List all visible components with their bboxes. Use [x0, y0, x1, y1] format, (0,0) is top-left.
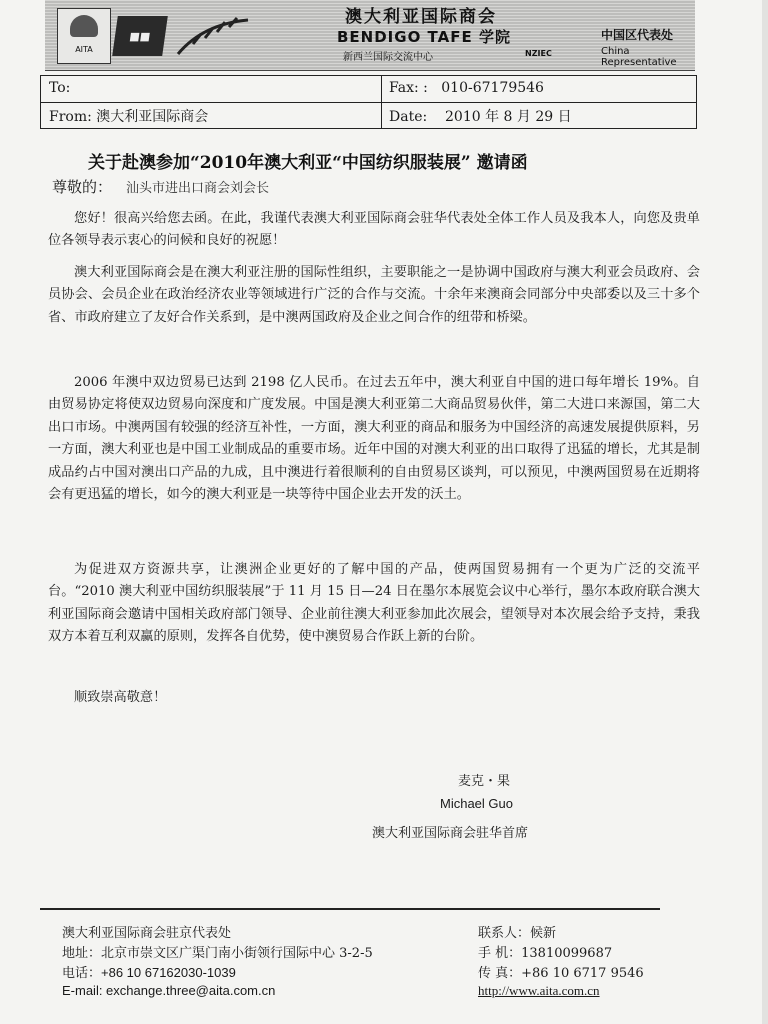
header-row-to	[41, 76, 696, 103]
header-row-from	[41, 102, 696, 128]
fax-value: 010-67179546	[441, 80, 544, 96]
china-rep-en: China Representative	[601, 46, 677, 68]
paragraph-trade: 2006 年澳中双边贸易已达到 2198 亿人民币。在过去五年中，澳大利亚自中国的进口每年增长 19%。自由贸易协定将使双边贸易向深度和广度发展。中国是澳大利亚第二大商品贸易伙伴，第二大进口来源国，第二大出口市场。中澳两国有较强的经济互补性，一方面，澳大利亚的商品和服务为中国经济的高速发展提供原料，另一方面，澳大利亚也是中国工业制成品的重要市场。近年中国的对澳大利亚的出口取得了迅猛的增长，尤其是制成品约占中国对澳出口产品的九成，且中澳进行着很顺利的自由贸易区谈判，可以预见，中澳两国贸易在近期将会有更迅猛的增长，如今的澳大利亚是一块等待中国企业去开发的沃土。	[48, 375, 700, 503]
letterhead-title: 澳大利亚国际商会	[345, 7, 497, 27]
scan-edge	[762, 0, 768, 1024]
letter-title: 关于赴澳参加“2010年澳大利亚“中国纺织服装展” 邀请函	[88, 153, 528, 173]
paragraph-greeting: 您好！很高兴给您去函。在此，我谨代表澳大利亚国际商会驻华代表处全体工作人员及我本人，向您及贵单位各领导表示衷心的问候和良好的祝愿！	[48, 211, 700, 249]
china-rep-cn: 中国区代表处	[601, 28, 674, 42]
date-value: 2010 年 8 月 29 日	[445, 109, 572, 125]
signature-cn: 麦克・果	[458, 774, 511, 789]
footer-org: 澳大利亚国际商会驻京代表处	[62, 926, 232, 941]
footer-divider	[40, 908, 660, 910]
paragraph-invitation: 为促进双方资源共享，让澳洲企业更好的了解中国的产品，使两国贸易拥有一个更为广泛的交流平台。“2010 澳大利亚中国纺织服装展”于 11 月 15 日—24 日在墨尔本展览会议中心举行，墨尔本政府联合澳大利亚国际商会邀请中国相关政府部门领导、企业前往澳大利亚参加此次展会，望领导对本次展会给予支持，秉我双方本着互利双赢的原则，发挥各自优势，使中澳贸易合作跃上新的台阶。	[48, 562, 700, 645]
salutation-text: 尊敬的：	[52, 178, 113, 196]
from-label: From:	[49, 109, 92, 125]
fax-label: Fax: :	[389, 80, 428, 96]
footer-email[interactable]: E-mail: exchange.three@aita.com.cn	[62, 983, 276, 998]
footer-contact: 联系人：候新	[478, 926, 557, 941]
footer-fax: 传 真：+86 10 6717 9546	[478, 966, 644, 981]
signature-title: 澳大利亚国际商会驻华首席	[372, 826, 529, 841]
wheat-icon	[173, 14, 253, 60]
nz-center-name: 新西兰国际交流中心	[343, 52, 433, 63]
aita-logo	[57, 8, 111, 64]
crest-icon	[70, 15, 98, 37]
footer-website-link[interactable]: http://www.aita.com.cn	[478, 983, 600, 998]
aita-logo-label: AITA	[75, 45, 93, 54]
from-field	[49, 106, 208, 126]
bendigo-name: BENDIGO TAFE 学院	[337, 28, 511, 46]
partner-logo: ■■	[112, 16, 168, 56]
date-field	[389, 106, 572, 126]
footer-address: 地址：北京市崇文区广渠门南小街领行国际中心 3-2-5	[62, 946, 373, 961]
salutation	[52, 176, 269, 197]
fax-field	[389, 80, 544, 96]
paragraph-introduction: 澳大利亚国际商会是在澳大利亚注册的国际性组织，主要职能之一是协调中国政府与澳大利亚会员政府、会员协会、会员企业在政治经济农业等领域进行广泛的合作与交流。十余年来澳商会同部分中央部委以及三十多个省、市政府建立了友好合作关系到，是中澳两国政府及企业之间合作的纽带和桥梁。	[48, 265, 700, 325]
footer-tel: 电话：+86 10 67162030-1039	[62, 965, 236, 980]
date-label: Date:	[389, 109, 428, 125]
letterhead	[45, 0, 695, 71]
footer-mobile: 手 机：13810099687	[478, 946, 613, 961]
signature-en: Michael Guo	[440, 796, 513, 811]
recipient: 汕头市进出口商会刘会长	[126, 181, 270, 196]
fax-header-table	[40, 75, 697, 129]
to-label: To:	[49, 80, 71, 96]
nziec-label: NZIEC	[525, 49, 552, 58]
from-value: 澳大利亚国际商会	[96, 109, 209, 125]
closing: 顺致崇高敬意！	[74, 690, 167, 705]
